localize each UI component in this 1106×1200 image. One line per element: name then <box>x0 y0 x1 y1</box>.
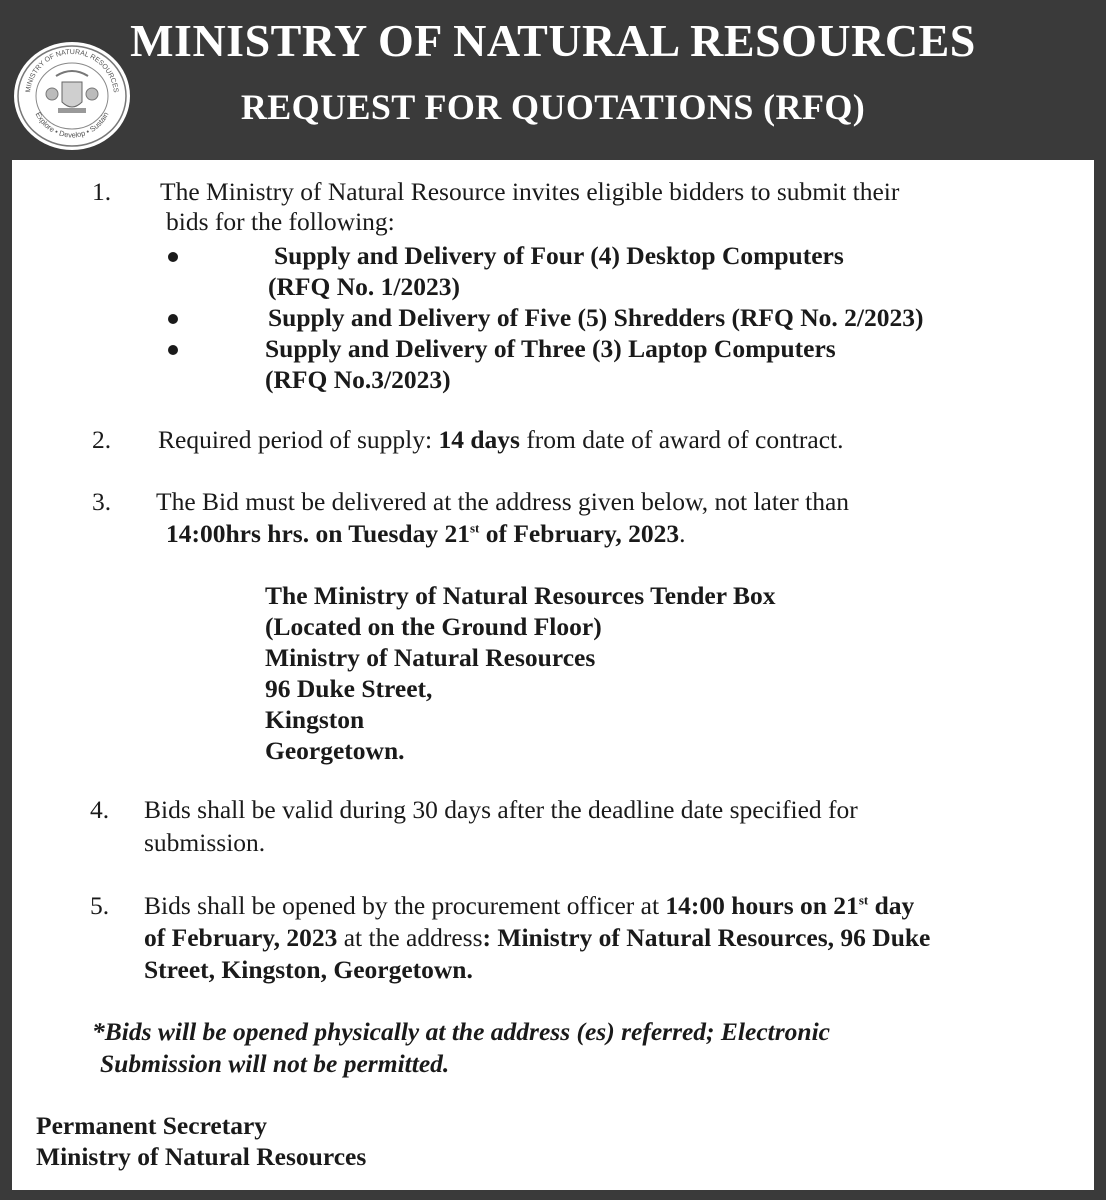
section-text: submission. <box>144 828 266 857</box>
section-text: bids for the following: <box>166 207 395 236</box>
signature-office: Ministry of Natural Resources <box>36 1142 367 1171</box>
section-text: of February, 2023 at the address: Ministry of Natural Resources, 96 Duke <box>144 923 931 952</box>
bullet-icon <box>168 345 178 355</box>
section-text: Bids shall be opened by the procurement officer at 14:00 hours on 21st day <box>144 891 915 920</box>
section-text: The Bid must be delivered at the address given below, not later than <box>156 487 850 516</box>
list-item: Supply and Delivery of Four (4) Desktop Computers <box>274 241 844 270</box>
note-text: *Bids will be opened physically at the address (es) referred; Electronic <box>92 1017 830 1046</box>
section-number: 4. <box>90 795 110 824</box>
section-number: 1. <box>92 177 112 206</box>
section-text: Required period of supply: 14 days from date of award of contract. <box>158 425 844 454</box>
address-line: The Ministry of Natural Resources Tender Box <box>265 581 776 610</box>
address-line: (Located on the Ground Floor) <box>265 612 602 641</box>
deadline-text: 14:00hrs hrs. on Tuesday 21st of February, 2023. <box>166 519 686 548</box>
bullet-icon <box>168 252 178 262</box>
address-line: 96 Duke Street, <box>265 674 433 703</box>
section-number: 5. <box>90 891 110 920</box>
list-item: Supply and Delivery of Five (5) Shredders (RFQ No. 2/2023) <box>268 303 924 332</box>
list-item: Supply and Delivery of Three (3) Laptop Computers <box>265 334 836 363</box>
signature-title: Permanent Secretary <box>36 1111 268 1140</box>
bullet-icon <box>168 314 178 324</box>
page-title: MINISTRY OF NATURAL RESOURCES <box>130 15 976 66</box>
list-item: (RFQ No. 1/2023) <box>268 272 460 301</box>
section-text: Bids shall be valid during 30 days after the deadline date specified for <box>144 795 858 824</box>
header-banner <box>0 0 1106 160</box>
address-line: Ministry of Natural Resources <box>265 643 596 672</box>
section-number: 2. <box>92 425 112 454</box>
section-number: 3. <box>92 487 112 516</box>
page-subtitle: REQUEST FOR QUOTATIONS (RFQ) <box>240 87 866 127</box>
notice-body <box>12 160 1094 1190</box>
address-line: Kingston <box>265 705 365 734</box>
address-line: Georgetown. <box>265 736 405 765</box>
section-text: The Ministry of Natural Resource invites eligible bidders to submit their <box>160 177 900 206</box>
section-text: Street, Kingston, Georgetown. <box>144 955 473 984</box>
svg-text:MINISTRY OF NATURAL RESOURCES: MINISTRY OF NATURAL RESOURCES <box>25 48 119 94</box>
svg-text:Explore • Develop • Sustain: Explore • Develop • Sustain <box>33 110 111 140</box>
list-item: (RFQ No.3/2023) <box>265 365 451 394</box>
note-text: Submission will not be permitted. <box>100 1049 450 1078</box>
